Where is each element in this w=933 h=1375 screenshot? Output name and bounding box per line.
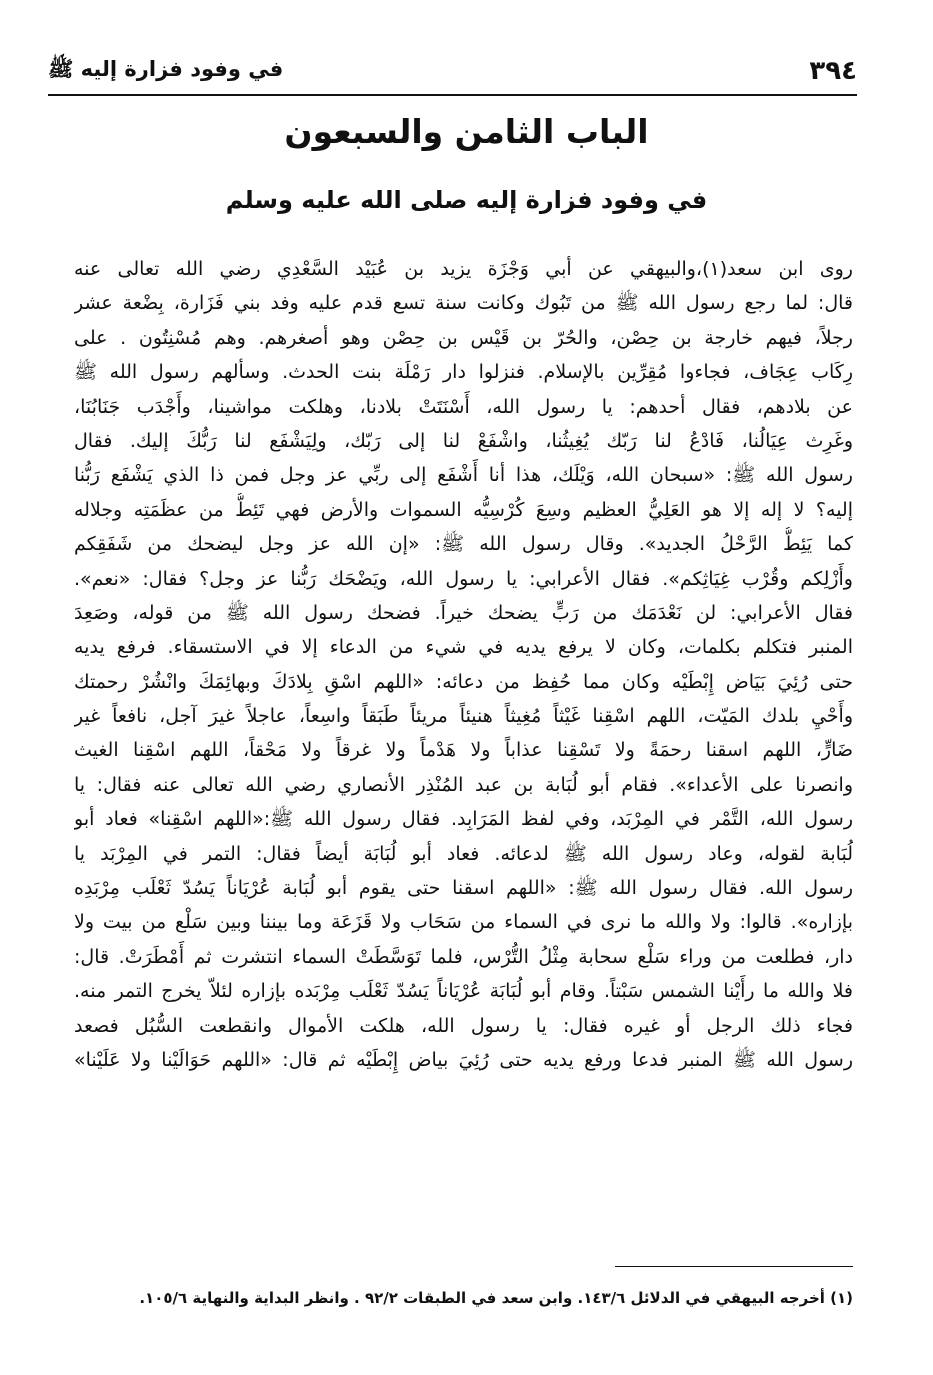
body-line: رجلاً، فيهم خارجة بن حِصْن، والحُرّ بن قَيْس بن حِصْن وهو أصغرهم. وهم مُسْنِتُون . على: [74, 326, 853, 349]
body-line: ضَارٍّ، اللهم اسقنا رحمَةً ولا تَسْقِنا عذاباً ولا هَدْماً ولا غرقاً ولا مَحْقاً، اللهم اسْقِنا الغيث: [74, 739, 853, 762]
body-line: وانصرنا على الأعداء». فقام أبو لُبَابة بن عبد المُنْذِر الأنصاري رضي الله تعالى عنه فقال: يا: [74, 773, 853, 796]
body-line: رسول الله ﷺ: «سبحان الله، وَيْلَك، هذا أنا أَشْفَع إلى ربِّي عز وجل فمن ذا الذي يَشْفَع رَبُّنا: [74, 464, 853, 487]
body-line: لُبَابة لقوله، وعاد رسول الله ﷺ لدعائه. فعاد أبو لُبَابَة أيضاً فقال: التمر في المِرْبَد يا: [74, 842, 853, 865]
body-line: إليه؟ لا إله إلا هو العَلِيُّ العظيم وسِعَ كُرْسِيُّه السموات والأرض فهي تَئِطُّ من عظَمَتِه وجلاله: [74, 498, 853, 521]
body-line: وغَرِث عِيَالُنا، فَادْعُ لنا رَبّك يُغِيثُنا، واشْفَعْ لنا إلى رَبّك، ولِيَشْفَع لنا رَبُّكَ إليك. فقال: [74, 429, 853, 452]
running-header: [48, 48, 857, 96]
body-line: المنبر فتكلم بكلمات، وكان لا يرفع يديه في شيء من الدعاء إلا في الاستسقاء. فرفع يديه: [74, 636, 853, 659]
body-line: قال: لما رجع رسول الله ﷺ من تَبُوك وكانت سنة تسع قدم عليه وفد بني فَزَارة، بِضْعة عشر: [74, 292, 853, 315]
body-line: روى ابن سعد(١)،والبيهقي عن أبي وَجْزَة يزيد بن عُبَيْد السَّعْدِي رضي الله تعالى عنه: [74, 258, 853, 280]
running-title: في وفود فزارة إليه ﷺ: [48, 56, 284, 81]
body-line: فلا والله ما رأَيْنا الشمس سَبْتاً. وقام أبو لُبَابَة عُرْيَاناً يَسُدّ ثَعْلَب مِرْبَده بإزاره لئلاّ يخرج التمر منه.: [74, 980, 853, 1003]
body-line: كما يَئِطُّ الرَّحْلُ الجديد». وقال رسول الله ﷺ: «إن الله عز وجل ليضحك من شَفَقِكم: [74, 533, 853, 556]
body-line: رِكَاب عِجَاف، فجاءوا مُقِرِّين بالإسلام. فنزلوا دار رَمْلَة بنت الحدث. وسألهم رسول الله ﷺ: [74, 361, 853, 384]
body-line: بإزاره». قالوا: ولا والله ما نرى في السماء من سَحَاب ولا قَزَعَة وما بيننا وبين سَلْع من بيت ولا: [74, 911, 853, 934]
body-line: فجاء ذلك الرجل أو غيره فقال: يا رسول الله، هلكت الأموال وانقطعت السُّبُل فصعد: [74, 1014, 853, 1037]
body-line: حتى رُئِيَ بَيَاض إِبْطَيْه وكان مما حُفِظ من دعائه: «اللهم اسْقِ بِلادَكَ وبهائِمَكَ وانْشُرْ رحمتك: [74, 670, 853, 693]
footnote: (١) أخرجه البيهقي في الدلائل ١٤٣/٦. وابن سعد في الطبقات ٩٢/٢ . وانظر البداية والنهاية ١٠٥/٦.: [139, 1289, 853, 1307]
body-line: دار، فطلعت من وراء سَلْع سحابة مِثْلُ التُّرْس، فلما تَوَسَّطَتْ السماء انتشرت ثم أَمْطَرَتْ. قال:: [74, 945, 853, 968]
chapter-title: الباب الثامن والسبعون: [284, 112, 649, 151]
footnote-divider: [615, 1266, 853, 1267]
chapter-subtitle: في وفود فزارة إليه صلى الله عليه وسلم: [225, 186, 708, 214]
body-line: رسول الله، التَّمْر في المِرْبَد، وفي لفظ المَرَابِد. فقال رسول الله ﷺ:«اللهم اسْقِنا» فعاد أبو: [74, 808, 853, 831]
body-line: وأَزْلِكم وقُرْب غِيَاثِكم». فقال الأعرابي: يا رسول الله، ويَضْحَك رَبُّنا عز وجل؟ فقال: «نعم».: [74, 567, 853, 590]
body-line: فقال الأعرابي: لن نَعْدَمَك من رَبٍّ يضحك خيراً. فضحك رسول الله ﷺ من قوله، وصَعِدَ: [74, 601, 853, 624]
body-text: [74, 252, 853, 1077]
body-line: عن بلادهم، فقال أحدهم: يا رسول الله، أَسْنَتَتْ بلادنا، وهلكت مواشينا، وأَجْدَب جَنَابُنَا،: [74, 395, 853, 418]
body-line: رسول الله ﷺ المنبر فدعا ورفع يديه حتى رُئِيَ بياض إِبْطَيْه ثم قال: «اللهم حَوَالَيْنا ولا عَلَيْنا»: [74, 1048, 853, 1071]
page-number: ٣٩٤: [809, 56, 857, 86]
body-line: وأَحْيِ بلدك المَيّت، اللهم اسْقِنا غَيْثاً مُغِيثاً هنيئاً مريئاً طَبَقاً واسِعاً، عاجلاً غيرَ آجل، نافعاً غير: [74, 705, 853, 728]
body-line: رسول الله. فقال رسول الله ﷺ: «اللهم اسقنا حتى يقوم أبو لُبَابة عُرْيَاناً يَسُدّ ثَعْلَب مِرْبَدِه: [74, 877, 853, 900]
